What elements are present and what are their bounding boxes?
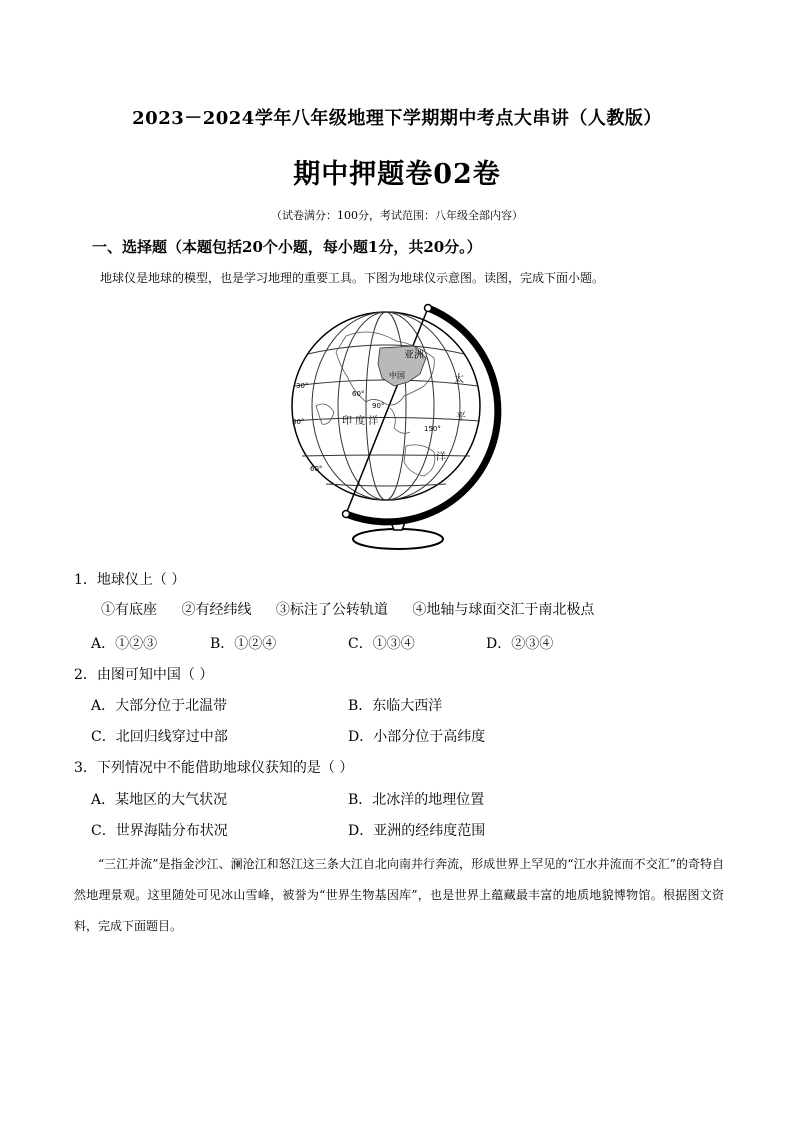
question-number: 2． bbox=[74, 667, 97, 683]
intro-text: 地球仪是地球的模型，也是学习地理的重要工具。下图为地球仪示意图。读图，完成下面小题。 bbox=[100, 271, 605, 285]
option-c[interactable]: C．北回归线穿过中部 bbox=[91, 729, 228, 745]
label-lon-90: 90° bbox=[372, 402, 385, 410]
exam-subtitle: （试卷满分：100分，考试范围：八年级全部内容） bbox=[271, 209, 523, 222]
section-heading: 一、选择题（本题包括20个小题，每小题1分，共20分。） bbox=[92, 238, 482, 256]
label-pacific-3: 洋 bbox=[436, 452, 446, 463]
label-pacific-1: 太 bbox=[454, 374, 464, 385]
question-3 bbox=[74, 757, 353, 777]
item-1: ①有底座 bbox=[101, 602, 157, 618]
exam-header: 2023－2024学年八年级地理下学期期中考点大串讲（人教版） bbox=[132, 108, 662, 129]
question-stem: 由图可知中国（ ） bbox=[96, 667, 214, 683]
option-d[interactable]: D．小部分位于高纬度 bbox=[348, 729, 486, 745]
question-number: 3． bbox=[74, 760, 97, 776]
option-c[interactable]: C．①③④ bbox=[348, 636, 415, 652]
label-lon-60: 60° bbox=[352, 390, 365, 398]
option-d[interactable]: D．②③④ bbox=[486, 636, 554, 652]
option-a[interactable]: A．①②③ bbox=[91, 636, 158, 652]
label-asia: 亚洲 bbox=[404, 350, 424, 361]
question-1 bbox=[74, 569, 185, 589]
label-pacific-2: 平 bbox=[456, 412, 466, 423]
label-lat-30s: 30° bbox=[292, 418, 305, 426]
globe-figure bbox=[286, 296, 518, 556]
question-stem: 下列情况中不能借助地球仪获知的是（ ） bbox=[96, 760, 354, 776]
label-lat-60s: 60° bbox=[310, 465, 323, 473]
item-4: ④地轴与球面交汇于南北极点 bbox=[412, 602, 595, 618]
option-d[interactable]: D．亚洲的经纬度范围 bbox=[348, 823, 486, 839]
question-1-items bbox=[101, 599, 741, 619]
option-b[interactable]: B．①②④ bbox=[210, 636, 277, 652]
label-china: 中国 bbox=[389, 371, 405, 380]
item-2: ②有经纬线 bbox=[181, 602, 252, 618]
label-lat-30n: 30° bbox=[296, 382, 309, 390]
option-b[interactable]: B．东临大西洋 bbox=[348, 698, 443, 714]
exam-title: 期中押题卷02卷 bbox=[293, 159, 501, 190]
label-indian-ocean: 印 度 洋 bbox=[342, 416, 379, 427]
globe-base bbox=[353, 529, 443, 549]
item-3: ③标注了公转轨道 bbox=[275, 602, 388, 618]
option-b[interactable]: B．北冰洋的地理位置 bbox=[348, 792, 485, 808]
question-number: 1． bbox=[74, 572, 97, 588]
label-lon-150: 150° bbox=[424, 425, 441, 433]
question-stem: 地球仪上（ ） bbox=[96, 572, 186, 588]
option-c[interactable]: C．世界海陆分布状况 bbox=[91, 823, 228, 839]
option-a[interactable]: A．某地区的大气状况 bbox=[91, 792, 228, 808]
reading-paragraph: “三江并流”是指金沙江、澜沧江和怒江这三条大江自北向南并行奔流，形成世界上罕见的“江水并流而不交汇”的奇特自然地理景观。这里随处可见冰山雪峰，被誉为“世界生物基因库”，也是世界上蕴藏最丰富的地质地貌博物馆。根据图文资料，完成下面题目。 bbox=[74, 857, 724, 933]
option-a[interactable]: A．大部分位于北温带 bbox=[91, 698, 228, 714]
question-2 bbox=[74, 664, 213, 684]
